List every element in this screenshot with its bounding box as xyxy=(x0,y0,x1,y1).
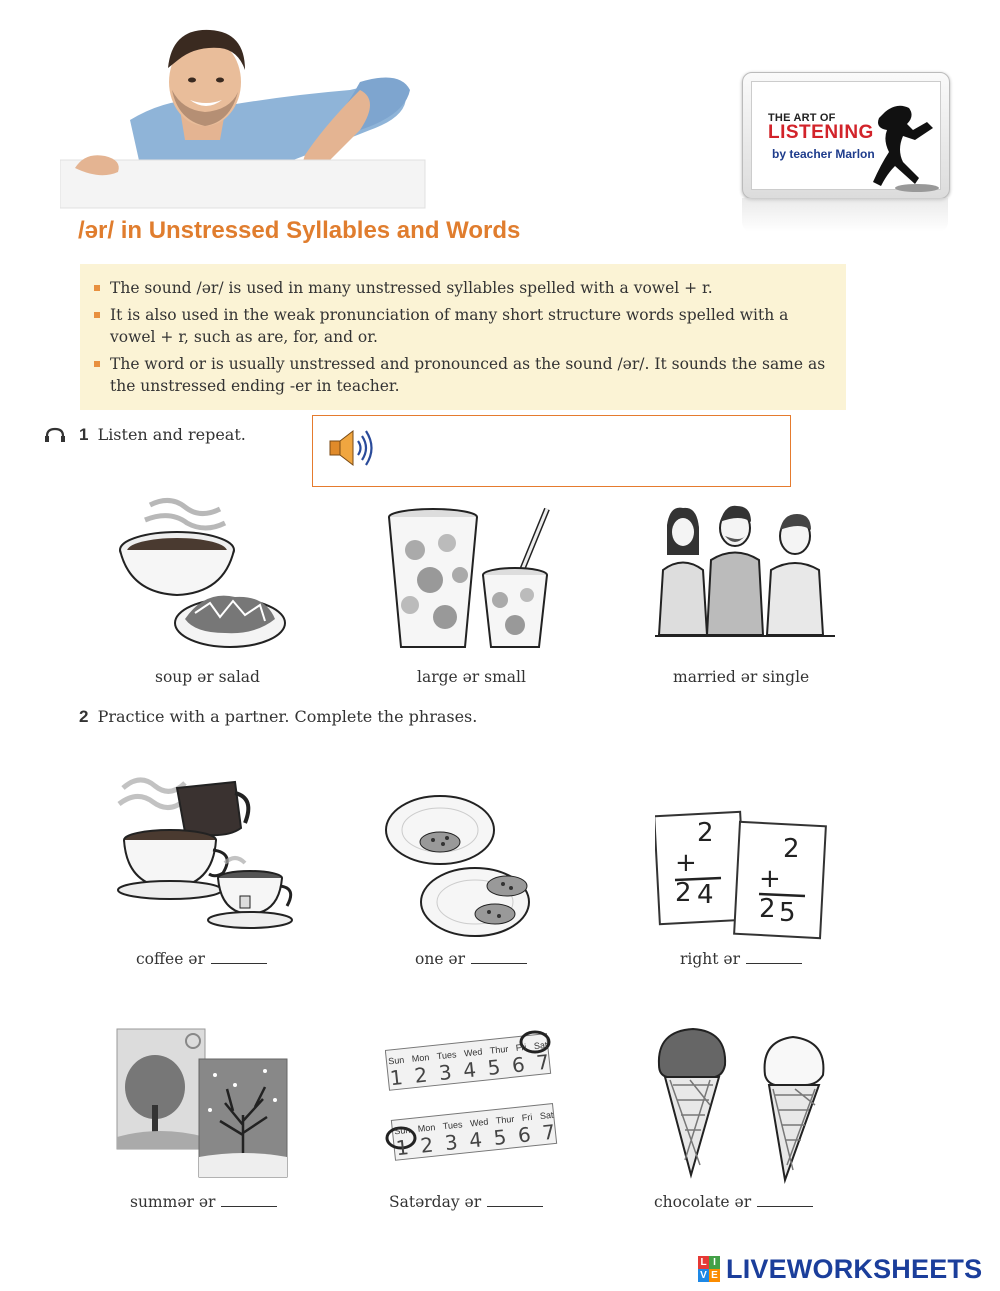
bullet-square-icon xyxy=(94,361,100,367)
answer-blank-saturday[interactable] xyxy=(487,1196,543,1207)
day-sat: Sat xyxy=(539,1109,554,1122)
logo-panel xyxy=(751,81,941,190)
exercise-2-heading xyxy=(79,707,477,727)
answer-blank-right[interactable] xyxy=(746,953,802,964)
card1-top: 2 xyxy=(697,818,714,848)
card2-add: + 2 xyxy=(759,864,781,924)
listener-figure-icon xyxy=(857,100,942,195)
day-fri: Fri xyxy=(521,1111,533,1123)
date-4: 4 xyxy=(468,1127,484,1153)
badge-letter-l: L xyxy=(698,1256,709,1269)
logo-line-3: by teacher Marlon xyxy=(772,147,875,161)
bullet-square-icon xyxy=(94,312,100,318)
date-1: 1 xyxy=(394,1135,410,1161)
caption-saturday xyxy=(389,1193,543,1211)
ice-cream-cones-image xyxy=(655,1025,835,1185)
day-thur: Thur xyxy=(495,1113,515,1126)
info-box xyxy=(80,264,846,410)
headphones-icon xyxy=(44,427,66,443)
date-7: 7 xyxy=(535,1049,551,1075)
logo-line-2: LISTENING xyxy=(768,122,874,143)
date-3: 3 xyxy=(443,1129,459,1156)
day-wed: Wed xyxy=(469,1116,489,1129)
answer-blank-summer[interactable] xyxy=(221,1196,277,1207)
exercise-2-instruction: Practice with a partner. Complete the phrases. xyxy=(97,707,478,726)
answer-blank-coffee[interactable] xyxy=(211,953,267,964)
card2-top: 2 xyxy=(783,834,800,864)
date-4: 4 xyxy=(462,1057,478,1083)
date-5: 5 xyxy=(492,1124,508,1151)
caption-chocolate-text: chocolate ər xyxy=(654,1193,752,1211)
date-3: 3 xyxy=(437,1059,453,1086)
day-mon: Mon xyxy=(417,1122,436,1134)
badge-letter-i: I xyxy=(709,1256,720,1269)
day-sun: Sun xyxy=(387,1054,405,1067)
soup-salad-image xyxy=(115,495,290,655)
caption-right-text: right ər xyxy=(680,950,741,968)
caption-right xyxy=(680,950,802,968)
badge-letter-v: V xyxy=(698,1269,709,1282)
date-6: 6 xyxy=(510,1052,526,1078)
summer-winter-trees-image xyxy=(115,1025,290,1180)
day-fri: Fri xyxy=(515,1041,527,1053)
day-tues: Tues xyxy=(436,1049,457,1062)
caption-married-single: married ər single xyxy=(673,668,810,686)
day-mon: Mon xyxy=(411,1052,430,1064)
exercise-1-number: 1 xyxy=(79,425,89,444)
caption-summer xyxy=(130,1193,277,1211)
large-small-cups-image xyxy=(385,505,555,655)
answer-blank-chocolate[interactable] xyxy=(757,1196,813,1207)
logo-reflection xyxy=(742,198,948,232)
caption-summer-text: summər ər xyxy=(130,1193,216,1211)
caption-soup-salad: soup ər salad xyxy=(155,668,260,686)
coffee-tea-image xyxy=(115,768,295,933)
exercise-1-heading xyxy=(79,425,246,445)
date-2: 2 xyxy=(413,1062,429,1088)
caption-saturday-text: Satərday ər xyxy=(389,1193,482,1211)
caption-one xyxy=(415,950,527,968)
caption-chocolate xyxy=(654,1193,813,1211)
page-title: /ər/ in Unstressed Syllables and Words xyxy=(78,217,521,244)
caption-coffee-text: coffee ər xyxy=(136,950,205,968)
info-bullet-text: The sound /ər/ is used in many unstressed syllables spelled with a vowel + r. xyxy=(110,279,713,297)
bullet-square-icon xyxy=(94,285,100,291)
info-bullet-text: The word or is usually unstressed and pronounced as the sound /ər/. It sounds the same as the unstressed ending -er in teacher. xyxy=(110,355,826,395)
speaker-play-icon[interactable] xyxy=(327,426,379,470)
day-tues: Tues xyxy=(442,1119,463,1132)
card1-add: + 2 xyxy=(675,848,697,908)
card2-result: 5 xyxy=(779,898,796,928)
badge-letter-e: E xyxy=(709,1269,720,1282)
date-5: 5 xyxy=(486,1054,502,1081)
exercise-2-number: 2 xyxy=(79,707,89,726)
logo-line-1: THE ART OF xyxy=(768,112,836,124)
liveworksheets-text: LIVEWORKSHEETS xyxy=(726,1254,983,1284)
audio-player-box xyxy=(312,415,791,487)
day-wed: Wed xyxy=(463,1046,483,1059)
day-sun: Sun xyxy=(393,1124,411,1137)
caption-one-text: one ər xyxy=(415,950,465,968)
date-6: 6 xyxy=(516,1122,532,1148)
date-2: 2 xyxy=(419,1132,435,1158)
cookies-plates-image xyxy=(385,790,530,940)
married-single-people-image xyxy=(655,500,835,640)
answer-blank-one[interactable] xyxy=(471,953,527,964)
date-7: 7 xyxy=(541,1119,557,1145)
header-photo xyxy=(60,20,430,210)
liveworksheets-badge-icon xyxy=(698,1256,720,1282)
day-thur: Thur xyxy=(489,1043,509,1056)
date-1: 1 xyxy=(388,1065,404,1091)
art-of-listening-logo xyxy=(742,72,950,199)
day-sat: Sat xyxy=(533,1039,548,1052)
exercise-1-instruction: Listen and repeat. xyxy=(97,425,246,444)
caption-large-small: large ər small xyxy=(417,668,526,686)
info-bullet-text: It is also used in the weak pronunciation of many short structure words spelled with a vowel + r, such as are, for, and or. xyxy=(110,306,789,346)
card1-result: 4 xyxy=(697,880,714,910)
caption-coffee xyxy=(136,950,267,968)
